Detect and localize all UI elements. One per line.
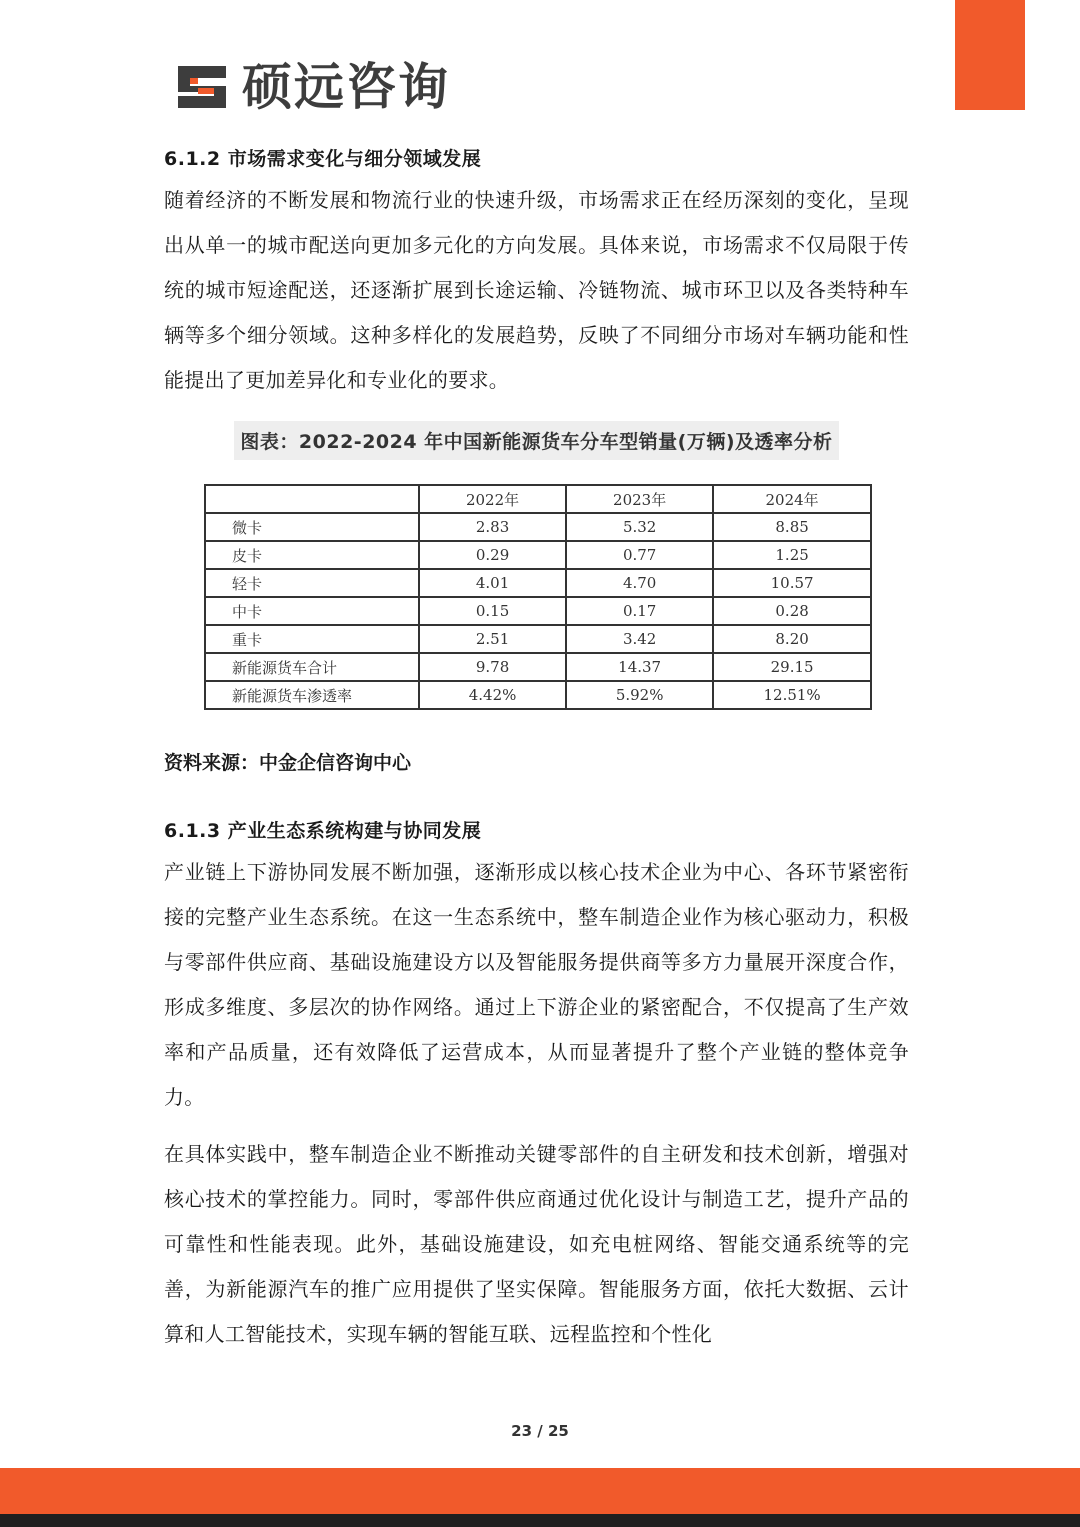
table-caption: 图表：2022-2024 年中国新能源货车分车型销量(万辆)及透率分析: [234, 421, 838, 460]
table-cell: 0.29: [419, 541, 566, 569]
brand-name: 硕远咨询: [242, 58, 450, 116]
table-cell: 12.51%: [713, 681, 871, 709]
table-cell: 9.78: [419, 653, 566, 681]
table-cell: 8.20: [713, 625, 871, 653]
table-row: [205, 625, 871, 653]
brand-logo: [176, 60, 450, 114]
table-cell: 0.28: [713, 597, 871, 625]
data-source: 资料来源：中金企信咨询中心: [164, 752, 412, 774]
table-cell: 1.25: [713, 541, 871, 569]
table-cell: 2.51: [419, 625, 566, 653]
header-cell: 2023年: [566, 485, 713, 513]
section-6-1-2: [164, 140, 909, 460]
row-label: 新能源货车渗透率: [205, 681, 419, 709]
section-heading: 6.1.3 产业生态系统构建与协同发展: [164, 820, 482, 842]
table-cell: 8.85: [713, 513, 871, 541]
table-row: [205, 569, 871, 597]
table-cell: 14.37: [566, 653, 713, 681]
section-heading: 6.1.2 市场需求变化与细分领域发展: [164, 148, 482, 170]
table-row: [205, 653, 871, 681]
row-label: 微卡: [205, 513, 419, 541]
header-cell: 2022年: [419, 485, 566, 513]
section-paragraph: 随着经济的不断发展和物流行业的快速升级，市场需求正在经历深刻的变化，呈现出从单一的城市配送向更加多元化的方向发展。具体来说，市场需求不仅局限于传统的城市短途配送，还逐渐扩展到长途运输、冷链物流、城市环卫以及各类特种车辆等多个细分领域。这种多样化的发展趋势，反映了不同细分市场对车辆功能和性能提出了更加差异化和专业化的要求。: [164, 188, 909, 392]
table-cell: 5.92%: [566, 681, 713, 709]
table-cell: 2.83: [419, 513, 566, 541]
table-cell: 5.32: [566, 513, 713, 541]
table-cell: 0.77: [566, 541, 713, 569]
header-cell: [205, 485, 419, 513]
page-number: 23 / 25: [511, 1422, 569, 1440]
row-label: 中卡: [205, 597, 419, 625]
table-cell: 4.70: [566, 569, 713, 597]
table-row: [205, 513, 871, 541]
row-label: 新能源货车合计: [205, 653, 419, 681]
row-label: 重卡: [205, 625, 419, 653]
footer-accent-bar: [0, 1468, 1080, 1514]
section-paragraph: 产业链上下游协同发展不断加强，逐渐形成以核心技术企业为中心、各环节紧密衔接的完整产业生态系统。在这一生态系统中，整车制造企业作为核心驱动力，积极与零部件供应商、基础设施建设方以及智能服务提供商等多方力量展开深度合作，形成多维度、多层次的协作网络。通过上下游企业的紧密配合，不仅提高了生产效率和产品质量，还有效降低了运营成本，从而显著提升了整个产业链的整体竞争力。: [164, 860, 909, 1109]
table-cell: 29.15: [713, 653, 871, 681]
section-6-1-3: [164, 812, 909, 1357]
row-label: 皮卡: [205, 541, 419, 569]
corner-accent-tab: [955, 0, 1025, 110]
table-cell: 4.42%: [419, 681, 566, 709]
table-cell: 10.57: [713, 569, 871, 597]
header-cell: 2024年: [713, 485, 871, 513]
table-cell: 4.01: [419, 569, 566, 597]
table-row: [205, 541, 871, 569]
table-cell: 0.15: [419, 597, 566, 625]
table-header-row: [205, 485, 871, 513]
sales-table: [204, 484, 872, 710]
s-mark-icon: [176, 64, 228, 110]
table-row: [205, 597, 871, 625]
table-row: [205, 681, 871, 709]
table-cell: 0.17: [566, 597, 713, 625]
table-cell: 3.42: [566, 625, 713, 653]
section-paragraph: 在具体实践中，整车制造企业不断推动关键零部件的自主研发和技术创新，增强对核心技术的掌控能力。同时，零部件供应商通过优化设计与制造工艺，提升产品的可靠性和性能表现。此外，基础设施建设，如充电桩网络、智能交通系统等的完善，为新能源汽车的推广应用提供了坚实保障。智能服务方面，依托大数据、云计算和人工智能技术，实现车辆的智能互联、远程监控和个性化: [164, 1142, 909, 1346]
row-label: 轻卡: [205, 569, 419, 597]
footer-dark-line: [0, 1514, 1080, 1527]
